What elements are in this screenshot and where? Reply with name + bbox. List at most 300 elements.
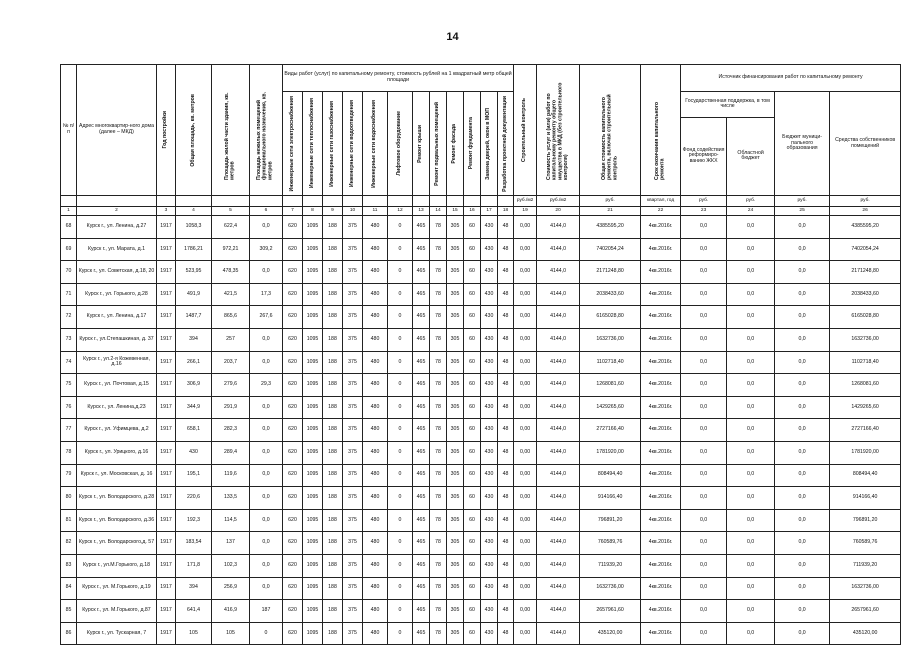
municipal-cell: 0,0 (775, 554, 830, 577)
fund-cell: 0,0 (681, 261, 727, 284)
cost-per-m2-cell: 4144,0 (537, 441, 580, 464)
work-cost-cell: 60 (464, 441, 481, 464)
work-cost-cell: 620 (283, 238, 303, 261)
total-area-cell: 183,54 (176, 532, 212, 555)
work-cost-cell: 60 (464, 577, 481, 600)
work-cost-cell: 1095 (303, 532, 323, 555)
work-cost-cell: 305 (447, 216, 464, 239)
work-cost-cell: 620 (283, 306, 303, 329)
column-number-cell: 15 (447, 207, 464, 216)
work-cost-cell: 305 (447, 306, 464, 329)
living-area-cell: 119,6 (212, 464, 250, 487)
unit-cell (498, 196, 514, 207)
work-cost-cell: 48 (498, 464, 514, 487)
work-cost-cell: 305 (447, 441, 464, 464)
header-work-11: Замена дверей, окон в МОП (481, 92, 498, 196)
address-cell: Курск г., ул. Володарского,д. 57 (77, 532, 157, 555)
total-area-cell: 192,3 (176, 509, 212, 532)
deadline-cell: 4кв.2016г. (641, 600, 681, 623)
work-cost-cell: 465 (413, 396, 430, 419)
regional-cell: 0,0 (727, 351, 775, 374)
nonliving-area-cell: 0,0 (250, 396, 283, 419)
work-cost-cell: 465 (413, 328, 430, 351)
cost-per-m2-cell: 4144,0 (537, 261, 580, 284)
column-number-cell: 7 (283, 207, 303, 216)
column-number-cell: 4 (176, 207, 212, 216)
row-number: 72 (61, 306, 77, 329)
work-cost-cell: 1095 (303, 328, 323, 351)
header-work-7: Ремонт крыши (413, 92, 430, 196)
fund-cell: 0,0 (681, 396, 727, 419)
work-cost-cell: 1095 (303, 374, 323, 397)
owners-cell: 914166,40 (830, 487, 901, 510)
work-cost-cell: 430 (481, 487, 498, 510)
work-cost-cell: 620 (283, 374, 303, 397)
work-cost-cell: 48 (498, 283, 514, 306)
fund-cell: 0,0 (681, 351, 727, 374)
regional-cell: 0,0 (727, 396, 775, 419)
municipal-cell: 0,0 (775, 577, 830, 600)
work-cost-cell: 78 (430, 238, 447, 261)
column-number-cell: 12 (388, 207, 413, 216)
owners-cell: 808494,40 (830, 464, 901, 487)
unit-cell (303, 196, 323, 207)
header-work-8: Ремонт подвальных помещений (430, 92, 447, 196)
work-cost-cell: 78 (430, 441, 447, 464)
table-row (61, 283, 901, 306)
fund-cell: 0,0 (681, 577, 727, 600)
work-cost-cell: 0 (388, 328, 413, 351)
year-cell: 1917 (157, 306, 176, 329)
fund-cell: 0,0 (681, 216, 727, 239)
column-number-cell: 3 (157, 207, 176, 216)
owners-cell: 4385595,20 (830, 216, 901, 239)
table-row (61, 261, 901, 284)
deadline-cell: 4кв.2016г. (641, 554, 681, 577)
work-cost-cell: 465 (413, 532, 430, 555)
total-cost-cell: 1429265,60 (580, 396, 641, 419)
column-number-cell: 18 (498, 207, 514, 216)
total-cost-cell: 7402054,24 (580, 238, 641, 261)
header-year-built: Год постройки (157, 65, 176, 196)
year-cell: 1917 (157, 261, 176, 284)
address-cell: Курск г., ул. М.Горького, д.87 (77, 600, 157, 623)
work-cost-cell: 78 (430, 351, 447, 374)
work-cost-cell: 0,00 (514, 487, 537, 510)
regional-cell: 0,0 (727, 532, 775, 555)
column-number-cell: 6 (250, 207, 283, 216)
work-cost-cell: 60 (464, 509, 481, 532)
work-cost-cell: 305 (447, 419, 464, 442)
year-cell: 1917 (157, 622, 176, 645)
regional-cell: 0,0 (727, 487, 775, 510)
living-area-cell: 133,5 (212, 487, 250, 510)
work-cost-cell: 1095 (303, 283, 323, 306)
table-row (61, 238, 901, 261)
page-number: 14 (446, 31, 459, 43)
year-cell: 1917 (157, 532, 176, 555)
work-cost-cell: 465 (413, 374, 430, 397)
column-number-cell: 21 (580, 207, 641, 216)
work-cost-cell: 1095 (303, 419, 323, 442)
cost-per-m2-cell: 4144,0 (537, 283, 580, 306)
row-number: 70 (61, 261, 77, 284)
work-cost-cell: 0 (388, 374, 413, 397)
work-cost-cell: 620 (283, 419, 303, 442)
work-cost-cell: 0,00 (514, 464, 537, 487)
table-row (61, 351, 901, 374)
work-cost-cell: 188 (323, 600, 343, 623)
units-row (61, 196, 901, 207)
work-cost-cell: 0 (388, 306, 413, 329)
unit-cell (388, 196, 413, 207)
work-cost-cell: 48 (498, 261, 514, 284)
municipal-cell: 0,0 (775, 419, 830, 442)
table-row (61, 509, 901, 532)
capital-repair-table (60, 64, 901, 645)
deadline-cell: 4кв.2016г. (641, 441, 681, 464)
work-cost-cell: 0,00 (514, 622, 537, 645)
work-cost-cell: 0 (388, 238, 413, 261)
owners-cell: 2171248,80 (830, 261, 901, 284)
nonliving-area-cell: 0 (250, 622, 283, 645)
work-cost-cell: 48 (498, 396, 514, 419)
address-cell: Курск г., ул.2-я Кожевенная, д.16 (77, 351, 157, 374)
column-number-cell: 9 (323, 207, 343, 216)
address-cell: Курск г., ул. Московская, д. 16 (77, 464, 157, 487)
unit-cell: руб. (830, 196, 901, 207)
nonliving-area-cell: 0,0 (250, 554, 283, 577)
total-cost-cell: 2727166,40 (580, 419, 641, 442)
regional-cell: 0,0 (727, 441, 775, 464)
work-cost-cell: 48 (498, 441, 514, 464)
unit-cell (430, 196, 447, 207)
work-cost-cell: 305 (447, 374, 464, 397)
work-cost-cell: 375 (343, 328, 363, 351)
work-cost-cell: 305 (447, 464, 464, 487)
work-cost-cell: 430 (481, 306, 498, 329)
owners-cell: 760589,76 (830, 532, 901, 555)
column-number-cell: 19 (514, 207, 537, 216)
work-cost-cell: 305 (447, 600, 464, 623)
work-cost-cell: 78 (430, 509, 447, 532)
header-work-13: Строительный контроль (514, 65, 537, 196)
work-cost-cell: 375 (343, 261, 363, 284)
work-cost-cell: 620 (283, 464, 303, 487)
row-number: 81 (61, 509, 77, 532)
work-cost-cell: 60 (464, 622, 481, 645)
total-area-cell: 220,6 (176, 487, 212, 510)
work-cost-cell: 305 (447, 509, 464, 532)
fund-cell: 0,0 (681, 464, 727, 487)
header-state-support: Государственная поддержка, в том числе (681, 92, 775, 118)
fund-cell: 0,0 (681, 441, 727, 464)
work-cost-cell: 188 (323, 351, 343, 374)
owners-cell: 1632736,00 (830, 328, 901, 351)
unit-cell (157, 196, 176, 207)
work-cost-cell: 375 (343, 283, 363, 306)
regional-cell: 0,0 (727, 374, 775, 397)
total-cost-cell: 435120,00 (580, 622, 641, 645)
work-cost-cell: 188 (323, 554, 343, 577)
column-number-cell: 24 (727, 207, 775, 216)
work-cost-cell: 48 (498, 487, 514, 510)
regional-cell: 0,0 (727, 306, 775, 329)
living-area-cell: 256,9 (212, 577, 250, 600)
total-cost-cell: 2038433,60 (580, 283, 641, 306)
work-cost-cell: 375 (343, 577, 363, 600)
total-cost-cell: 4385595,20 (580, 216, 641, 239)
work-cost-cell: 480 (363, 532, 388, 555)
work-cost-cell: 78 (430, 487, 447, 510)
municipal-cell: 0,0 (775, 238, 830, 261)
row-number: 75 (61, 374, 77, 397)
work-cost-cell: 465 (413, 600, 430, 623)
header-work-9: Ремонт фасада (447, 92, 464, 196)
work-cost-cell: 60 (464, 306, 481, 329)
work-cost-cell: 1095 (303, 216, 323, 239)
work-cost-cell: 620 (283, 554, 303, 577)
year-cell: 1917 (157, 396, 176, 419)
total-area-cell: 1786,21 (176, 238, 212, 261)
cost-per-m2-cell: 4144,0 (537, 306, 580, 329)
work-cost-cell: 1095 (303, 464, 323, 487)
work-cost-cell: 0 (388, 419, 413, 442)
work-cost-cell: 430 (481, 600, 498, 623)
total-cost-cell: 914166,40 (580, 487, 641, 510)
year-cell: 1917 (157, 441, 176, 464)
header-fund: Фонд содействия реформиро-ванию ЖКХ (681, 117, 727, 195)
work-cost-cell: 480 (363, 464, 388, 487)
work-cost-cell: 480 (363, 600, 388, 623)
cost-per-m2-cell: 4144,0 (537, 554, 580, 577)
column-number-cell: 20 (537, 207, 580, 216)
header-number: № п/п (61, 65, 77, 196)
work-cost-cell: 78 (430, 554, 447, 577)
work-cost-cell: 0 (388, 441, 413, 464)
column-number-cell: 10 (343, 207, 363, 216)
work-cost-cell: 188 (323, 306, 343, 329)
unit-cell: руб. (727, 196, 775, 207)
total-area-cell: 658,1 (176, 419, 212, 442)
work-cost-cell: 48 (498, 306, 514, 329)
work-cost-cell: 188 (323, 441, 343, 464)
municipal-cell: 0,0 (775, 464, 830, 487)
deadline-cell: 4кв.2016г. (641, 351, 681, 374)
total-cost-cell: 1632736,00 (580, 577, 641, 600)
work-cost-cell: 305 (447, 622, 464, 645)
work-cost-cell: 480 (363, 419, 388, 442)
municipal-cell: 0,0 (775, 600, 830, 623)
work-cost-cell: 188 (323, 261, 343, 284)
work-cost-cell: 465 (413, 261, 430, 284)
living-area-cell: 257 (212, 328, 250, 351)
municipal-cell: 0,0 (775, 441, 830, 464)
municipal-cell: 0,0 (775, 532, 830, 555)
deadline-cell: 4кв.2016г. (641, 374, 681, 397)
work-cost-cell: 430 (481, 622, 498, 645)
work-cost-cell: 0,00 (514, 600, 537, 623)
work-cost-cell: 48 (498, 216, 514, 239)
regional-cell: 0,0 (727, 600, 775, 623)
nonliving-area-cell: 267,6 (250, 306, 283, 329)
work-cost-cell: 0 (388, 622, 413, 645)
work-cost-cell: 480 (363, 351, 388, 374)
regional-cell: 0,0 (727, 577, 775, 600)
column-number-cell: 1 (61, 207, 77, 216)
work-cost-cell: 375 (343, 238, 363, 261)
unit-cell (363, 196, 388, 207)
owners-cell: 1632736,00 (830, 577, 901, 600)
work-cost-cell: 78 (430, 306, 447, 329)
work-cost-cell: 375 (343, 216, 363, 239)
header-regional: Областной бюджет (727, 117, 775, 195)
work-cost-cell: 375 (343, 441, 363, 464)
work-cost-cell: 465 (413, 351, 430, 374)
work-cost-cell: 0,00 (514, 351, 537, 374)
regional-cell: 0,0 (727, 419, 775, 442)
work-cost-cell: 78 (430, 216, 447, 239)
nonliving-area-cell: 17,3 (250, 283, 283, 306)
header-deadline: Срок окончания капитального ремонта (641, 65, 681, 196)
nonliving-area-cell: 29,3 (250, 374, 283, 397)
work-cost-cell: 78 (430, 396, 447, 419)
table-row (61, 306, 901, 329)
work-cost-cell: 60 (464, 419, 481, 442)
address-cell: Курск г., ул. Тускарная, 7 (77, 622, 157, 645)
living-area-cell: 203,7 (212, 351, 250, 374)
work-cost-cell: 188 (323, 396, 343, 419)
table-row (61, 374, 901, 397)
work-cost-cell: 60 (464, 216, 481, 239)
nonliving-area-cell: 0,0 (250, 464, 283, 487)
fund-cell: 0,0 (681, 419, 727, 442)
column-number-row (61, 207, 901, 216)
owners-cell: 2727166,40 (830, 419, 901, 442)
work-cost-cell: 465 (413, 554, 430, 577)
regional-cell: 0,0 (727, 283, 775, 306)
year-cell: 1917 (157, 283, 176, 306)
work-cost-cell: 1095 (303, 509, 323, 532)
work-cost-cell: 305 (447, 487, 464, 510)
work-cost-cell: 0,00 (514, 238, 537, 261)
work-cost-cell: 78 (430, 622, 447, 645)
row-number: 69 (61, 238, 77, 261)
address-cell: Курск г., ул. М.Горького, д.19 (77, 577, 157, 600)
work-cost-cell: 188 (323, 374, 343, 397)
nonliving-area-cell: 0,0 (250, 419, 283, 442)
work-cost-cell: 0,00 (514, 419, 537, 442)
nonliving-area-cell: 0,0 (250, 441, 283, 464)
table-row (61, 487, 901, 510)
row-number: 78 (61, 441, 77, 464)
living-area-cell: 421,5 (212, 283, 250, 306)
living-area-cell: 105 (212, 622, 250, 645)
work-cost-cell: 188 (323, 532, 343, 555)
row-number: 82 (61, 532, 77, 555)
work-cost-cell: 465 (413, 306, 430, 329)
header-owners: Средства собственников помещений (830, 92, 901, 196)
unit-cell (212, 196, 250, 207)
address-cell: Курск г., ул.Степашкиная, д. 37 (77, 328, 157, 351)
work-cost-cell: 188 (323, 464, 343, 487)
address-cell: Курск г., ул. Володарского, д.36 (77, 509, 157, 532)
work-cost-cell: 78 (430, 374, 447, 397)
column-number-cell: 26 (830, 207, 901, 216)
owners-cell: 1268081,60 (830, 374, 901, 397)
cost-per-m2-cell: 4144,0 (537, 216, 580, 239)
owners-cell: 1102718,40 (830, 351, 901, 374)
deadline-cell: 4кв.2016г. (641, 509, 681, 532)
work-cost-cell: 620 (283, 487, 303, 510)
year-cell: 1917 (157, 554, 176, 577)
work-cost-cell: 0,00 (514, 261, 537, 284)
work-cost-cell: 188 (323, 419, 343, 442)
total-area-cell: 171,8 (176, 554, 212, 577)
work-cost-cell: 78 (430, 261, 447, 284)
total-cost-cell: 6165028,80 (580, 306, 641, 329)
total-area-cell: 1487,7 (176, 306, 212, 329)
work-cost-cell: 620 (283, 351, 303, 374)
row-number: 83 (61, 554, 77, 577)
fund-cell: 0,0 (681, 622, 727, 645)
work-cost-cell: 0,00 (514, 532, 537, 555)
header-work-2: Инженерные сети теплоснабжения (303, 92, 323, 196)
deadline-cell: 4кв.2016г. (641, 306, 681, 329)
year-cell: 1917 (157, 600, 176, 623)
work-cost-cell: 375 (343, 487, 363, 510)
work-cost-cell: 620 (283, 441, 303, 464)
work-cost-cell: 48 (498, 238, 514, 261)
total-cost-cell: 1102718,40 (580, 351, 641, 374)
work-cost-cell: 1095 (303, 238, 323, 261)
work-cost-cell: 188 (323, 509, 343, 532)
work-cost-cell: 620 (283, 216, 303, 239)
deadline-cell: 4кв.2016г. (641, 238, 681, 261)
year-cell: 1917 (157, 509, 176, 532)
work-cost-cell: 1095 (303, 622, 323, 645)
year-cell: 1917 (157, 328, 176, 351)
fund-cell: 0,0 (681, 328, 727, 351)
living-area-cell: 279,6 (212, 374, 250, 397)
regional-cell: 0,0 (727, 509, 775, 532)
owners-cell: 6165028,80 (830, 306, 901, 329)
work-cost-cell: 480 (363, 509, 388, 532)
work-cost-cell: 305 (447, 261, 464, 284)
header-works-group: Виды работ (услуг) по капитальному ремонту, стоимость рублей на 1 квадратный метр общей площади (283, 65, 514, 92)
header-work-10: Ремонт фундамента (464, 92, 481, 196)
total-area-cell: 266,1 (176, 351, 212, 374)
work-cost-cell: 0 (388, 464, 413, 487)
living-area-cell: 291,9 (212, 396, 250, 419)
deadline-cell: 4кв.2016г. (641, 487, 681, 510)
work-cost-cell: 620 (283, 622, 303, 645)
unit-cell (343, 196, 363, 207)
deadline-cell: 4кв.2016г. (641, 328, 681, 351)
table-row (61, 600, 901, 623)
unit-cell (61, 196, 77, 207)
year-cell: 1917 (157, 487, 176, 510)
unit-cell: руб. (775, 196, 830, 207)
work-cost-cell: 48 (498, 374, 514, 397)
work-cost-cell: 375 (343, 622, 363, 645)
living-area-cell: 622,4 (212, 216, 250, 239)
deadline-cell: 4кв.2016г. (641, 216, 681, 239)
deadline-cell: 4кв.2016г. (641, 622, 681, 645)
work-cost-cell: 48 (498, 509, 514, 532)
work-cost-cell: 480 (363, 283, 388, 306)
work-cost-cell: 60 (464, 464, 481, 487)
